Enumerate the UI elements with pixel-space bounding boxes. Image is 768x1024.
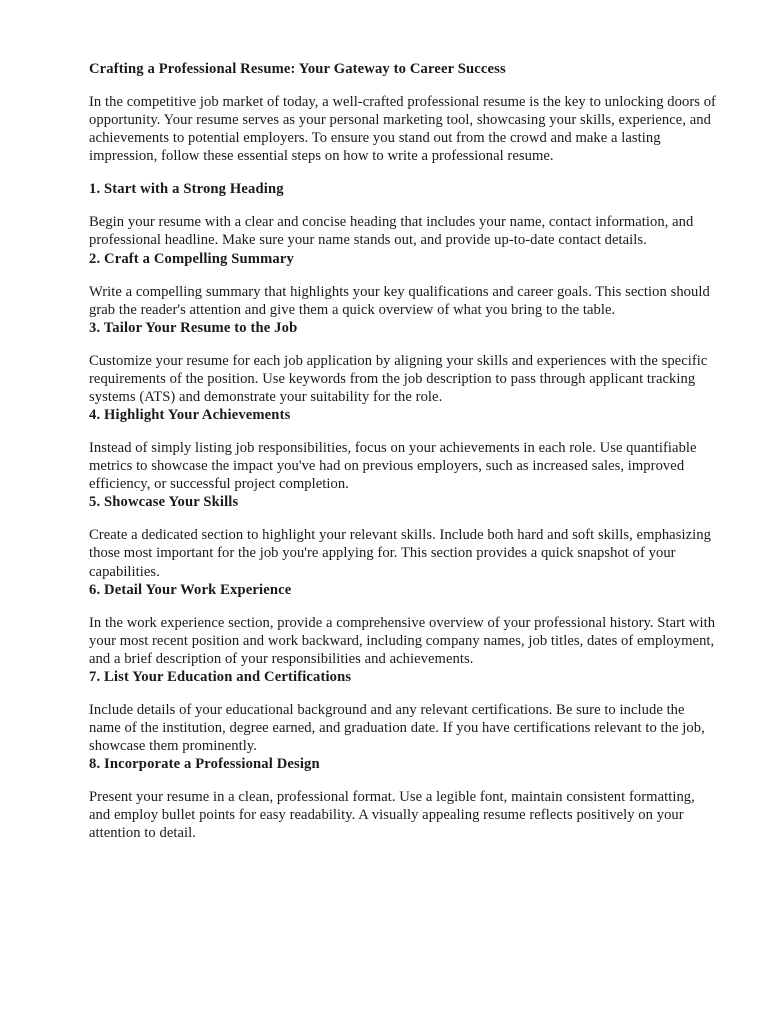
document-title: Crafting a Professional Resume: Your Gateway to Career Success bbox=[89, 61, 506, 77]
section-1-heading: 1. Start with a Strong Heading bbox=[89, 181, 284, 198]
section-4-body: Instead of simply listing job responsibilities, focus on your achievements in each role. Use quantifiable metrics to showcase the impact you've had on previous employers, such as increased sales, improved efficiency, or successful project completion. bbox=[89, 440, 697, 493]
section-6-body: In the work experience section, provide a comprehensive overview of your professional history. Start with your most recent position and work backward, including company names, job titles, dates of employment, and a brief description of your responsibilities and achievements. bbox=[89, 614, 716, 667]
section-7-body: Include details of your educational background and any relevant certifications. Be sure to include the name of the institution, degree earned, and graduation date. If you have certifications relevant to the job, showcase them prominently. bbox=[89, 701, 705, 755]
section-4 bbox=[89, 406, 719, 493]
section-8-body: Present your resume in a clean, professional format. Use a legible font, maintain consistent formatting, and employ bullet points for easy readability. A visually appealing resume reflects positively on your attention to detail. bbox=[89, 789, 695, 842]
section-7 bbox=[89, 668, 719, 755]
section-6 bbox=[89, 581, 719, 668]
section-4-heading: 4. Highlight Your Achievements bbox=[89, 407, 291, 424]
section-3-body: Customize your resume for each job application by aligning your skills and experiences with the specific requirements of the position. Use keywords from the job description to pass through applicant tracking systems (ATS) and demonstrate your suitability for the role. bbox=[89, 352, 708, 405]
section-6-heading: 6. Detail Your Work Experience bbox=[89, 581, 292, 598]
section-7-heading: 7. List Your Education and Certifications bbox=[89, 668, 352, 685]
section-8-heading: 8. Incorporate a Professional Design bbox=[89, 756, 320, 773]
section-5-heading: 5. Showcase Your Skills bbox=[89, 494, 239, 511]
section-5-body: Create a dedicated section to highlight your relevant skills. Include both hard and soft skills, emphasizing those most important for the job you're applying for. This section provides a quick snapshot of your capabilities. bbox=[89, 527, 711, 580]
section-2-heading: 2. Craft a Compelling Summary bbox=[89, 250, 294, 267]
section-3 bbox=[89, 319, 719, 406]
section-1-body: Begin your resume with a clear and concise heading that includes your name, contact information, and professional headline. Make sure your name stands out, and provide up-to-date contact details. bbox=[89, 214, 694, 249]
section-2-body: Write a compelling summary that highlights your key qualifications and career goals. This section should grab the reader's attention and give them a quick overview of what you bring to the table. bbox=[89, 283, 710, 318]
section-5 bbox=[89, 493, 719, 580]
document-content bbox=[89, 60, 719, 842]
section-2 bbox=[89, 250, 719, 319]
section-1 bbox=[89, 180, 719, 249]
section-3-heading: 3. Tailor Your Resume to the Job bbox=[89, 319, 298, 336]
section-8 bbox=[89, 755, 719, 842]
intro-paragraph: In the competitive job market of today, a well-crafted professional resume is the key to unlocking doors of opportunity. Your resume serves as your personal marketing tool, showcasing your skills, experience, and achievements to potential employers. To ensure you stand out from the crowd and make a lasting impression, follow these essential steps on how to write a professional resume. bbox=[89, 94, 716, 165]
